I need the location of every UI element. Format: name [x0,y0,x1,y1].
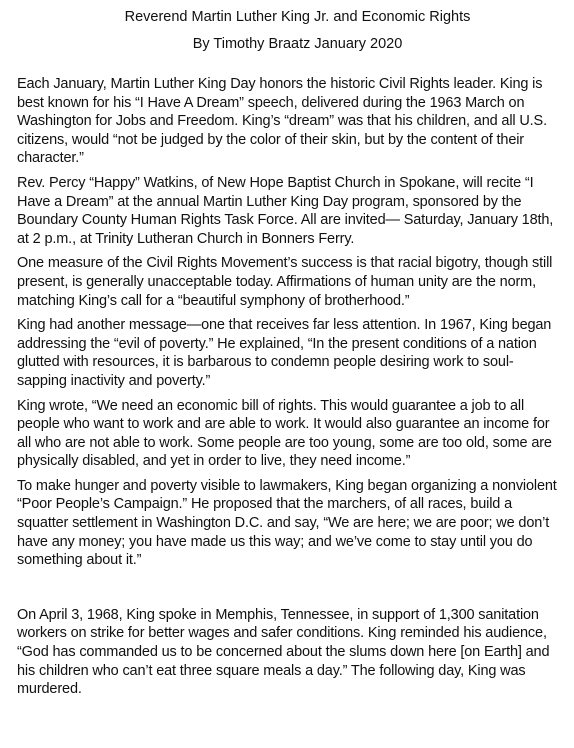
paragraph-intro: Each January, Martin Luther King Day honors the historic Civil Rights leader. King is best known for his “I Have A Dream” speech, delivered during the 1963 March on Washington for Jobs and Freedom. King’s “dream” was that his children, and all U.S. citizens, would “not be judged by the color of their skin, but by the content of their character.” [17,76,547,167]
article-body [17,75,560,699]
paragraph-event: Rev. Percy “Happy” Watkins, of New Hope Baptist Church in Spokane, will recite “I Have a Dream” at the annual Martin Luther King Day program, sponsored by the Boundary County Human Rights Task Force. All are invited— Saturday, January 18th, at 2 p.m., at Trinity Lutheran Church in Bonners Ferry. [17,174,554,247]
article-header [35,6,560,55]
article-title: Reverend Martin Luther King Jr. and Economic Rights [124,9,471,25]
paragraph-memphis: On April 3, 1968, King spoke in Memphis, Tennessee, in support of 1,300 sanitation workers on strike for better wages and safer conditions. King reminded his audience, “God has commanded us to be concerned about the slums down here [on Earth] and his children who can’t eat three square meals a day.” The following day, King was murdered. [17,606,550,698]
paragraph-success: One measure of the Civil Rights Movement’s success is that racial bigotry, though still present, is generally unacceptable today. Affirmations of human unity are the norm, matching King’s call for a “beautiful symphony of brotherhood.” [17,255,553,309]
paragraph-poor-peoples-campaign: To make hunger and poverty visible to lawmakers, King began organizing a nonviolent “Poor People’s Campaign.” He proposed that the marchers, of all races, build a squatter settlement in Washington D.C. and say, “We are here; we are poor; we don’t have any money; you have made us this way; and we’ve come to stay until you do something about it.” [17,477,557,569]
paragraph-poverty: King had another message—one that receives far less attention. In 1967, King began addressing the “evil of poverty.” He explained, “In the present conditions of a nation glutted with resources, it is barbarous to condemn people desiring work to soul-sapping inactivity and poverty.” [17,317,552,389]
article-byline: By Timothy Braatz January 2020 [192,36,403,52]
paragraph-bill-of-rights: King wrote, “We need an economic bill of rights. This would guarantee a job to all people who want to work and are able to work. It would also guarantee an income for all who are not able to work. Some people are too young, some are too old, some are physically disabled, and yet in order to live, they need income.” [17,397,552,470]
